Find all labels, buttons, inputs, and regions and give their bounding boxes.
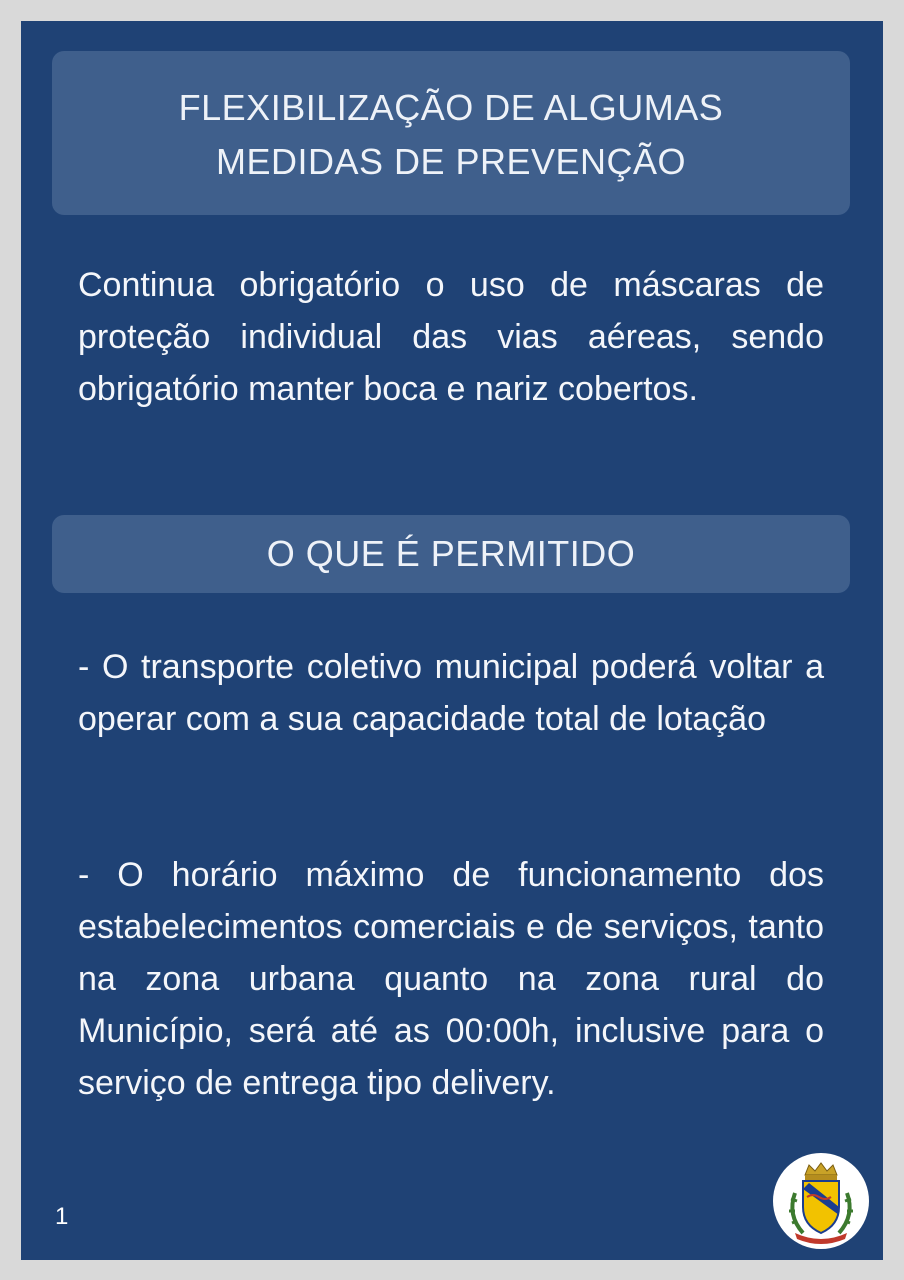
header-line-2: MEDIDAS DE PREVENÇÃO xyxy=(215,141,687,182)
page-number: 1 xyxy=(55,1203,69,1230)
header-line-1: FLEXIBILIZAÇÃO DE ALGUMAS xyxy=(178,87,724,128)
business-hours-paragraph: - O horário máximo de funcionamento dos estabelecimentos comerciais e de serviços, tanto na zona urbana quanto na zona rural do Município, será até as 00:00h, inclusive para o serviço de entrega tipo delivery. xyxy=(78,856,824,1102)
public-transport-paragraph: - O transporte coletivo municipal poderá voltar a operar com a sua capacidade total de lotação xyxy=(78,648,824,738)
section-header-flexibilization xyxy=(52,51,850,215)
municipal-coat-of-arms-icon xyxy=(773,1153,869,1249)
section-header-permitted: O QUE É PERMITIDO xyxy=(52,515,850,593)
mask-requirement-paragraph: Continua obrigatório o uso de máscaras de proteção individual das vias aéreas, sendo obrigatório manter boca e nariz cobertos. xyxy=(78,266,824,408)
document-page xyxy=(21,21,883,1260)
